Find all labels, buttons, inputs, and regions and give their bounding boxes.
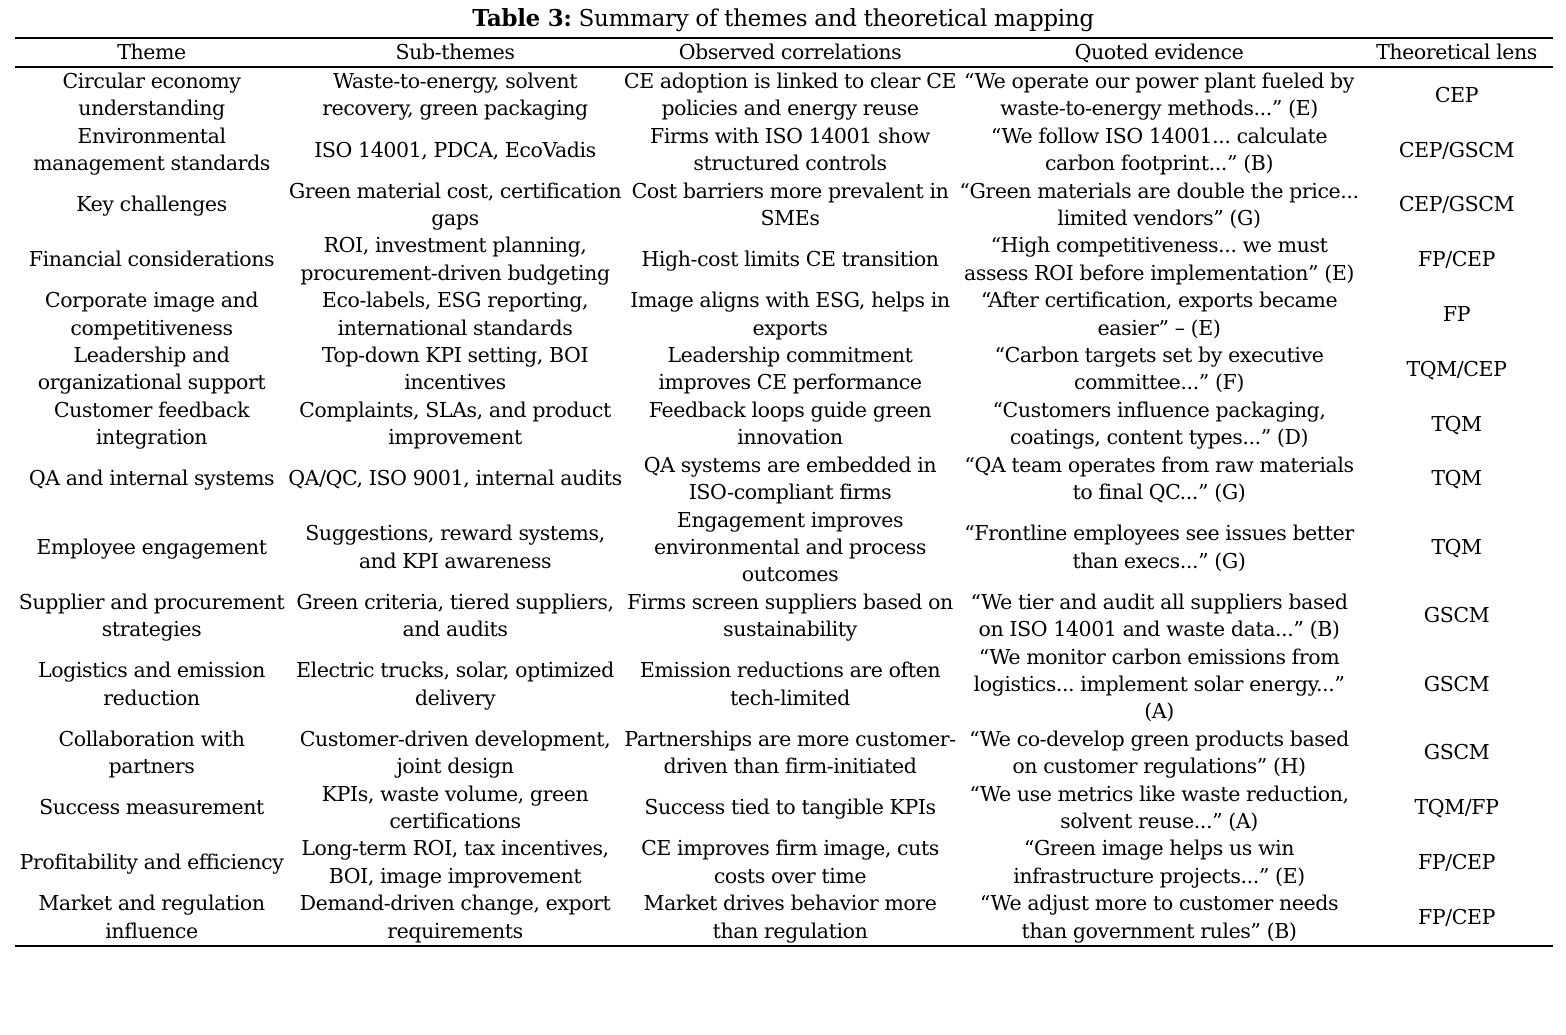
cell-theoretical-lens: TQM [1431,411,1482,436]
table-row [15,890,1553,946]
cell-theoretical-lens: CEP [1434,82,1479,107]
cell-theoretical-lens: FP/CEP [1418,850,1495,875]
cell-observed-correlations: Market drives behavior more than regulation [643,891,937,943]
table-row [15,835,1553,890]
cell-theoretical-lens: TQM [1431,466,1482,491]
cell-theoretical-lens: GSCM [1423,740,1490,765]
cell-observed-correlations: Firms with ISO 14001 show structured controls [650,123,930,176]
cell-sub-themes: Green material cost, certification gaps [288,178,622,231]
cell-theoretical-lens: TQM/FP [1414,795,1499,820]
cell-observed-correlations: Leadership commitment improves CE performance [658,343,922,395]
cell-sub-themes: Long-term ROI, tax incentives, BOI, image improvement [301,836,609,888]
cell-sub-themes: ROI, investment planning, procurement-driven budgeting [300,233,610,285]
cell-observed-correlations: QA systems are embedded in ISO-compliant firms [643,452,937,505]
cell-theme: Leadership and organizational support [37,343,266,395]
table-row [15,781,1553,836]
cell-quoted-evidence: “We follow ISO 14001... calculate carbon footprint...” (B) [990,123,1328,176]
table-row [15,232,1553,287]
cell-quoted-evidence: “We tier and audit all suppliers based on ISO 14001 and waste data...” (B) [970,589,1348,642]
cell-theme: Circular economy understanding [62,69,241,121]
table-row [15,589,1553,644]
table-caption [0,4,1566,34]
cell-observed-correlations: Emission reductions are often tech-limited [639,658,941,710]
header-theme: Theme [117,40,186,64]
cell-sub-themes: Suggestions, reward systems, and KPI awareness [305,521,605,573]
cell-sub-themes: Electric trucks, solar, optimized delivery [296,658,614,710]
cell-sub-themes: QA/QC, ISO 9001, internal audits [288,466,622,491]
header-observed-correlations: Observed correlations [678,40,902,64]
table-row [15,287,1553,342]
cell-theoretical-lens: GSCM [1423,671,1490,696]
cell-theme: Customer feedback integration [53,397,250,450]
header-sub-themes: Sub-themes [395,40,515,64]
cell-quoted-evidence: “After certification, exports became easier” – (E) [980,288,1338,340]
cell-quoted-evidence: “We use metrics like waste reduction, solvent reuse...” (A) [969,781,1349,833]
cell-theoretical-lens: FP/CEP [1418,247,1495,272]
cell-theme: Employee engagement [36,534,267,559]
cell-observed-correlations: Engagement improves environmental and process outcomes [653,507,927,587]
table-row [15,452,1553,507]
cell-theme: Supplier and procurement strategies [18,589,285,642]
header-theoretical-lens: Theoretical lens [1376,40,1537,64]
table-row [15,397,1553,452]
cell-sub-themes: ISO 14001, PDCA, EcoVadis [314,137,596,162]
cell-theme: Success measurement [39,795,264,820]
cell-theoretical-lens: GSCM [1423,603,1490,628]
cell-theme: Logistics and emission reduction [37,658,265,710]
cell-quoted-evidence: “We monitor carbon emissions from logistics... implement solar energy...” (A) [973,644,1345,724]
cell-quoted-evidence: “We adjust more to customer needs than government rules” (B) [979,891,1339,943]
cell-quoted-evidence: “We operate our power plant fueled by waste-to-energy methods...” (E) [964,69,1354,121]
caption-text: Summary of themes and theoretical mapping [571,6,1094,32]
cell-quoted-evidence: “We co-develop green products based on customer regulations” (H) [969,726,1349,779]
cell-theme: Market and regulation influence [38,891,265,943]
cell-theoretical-lens: CEP/GSCM [1398,137,1515,162]
cell-observed-correlations: CE adoption is linked to clear CE policies and energy reuse [623,69,957,121]
cell-observed-correlations: Cost barriers more prevalent in SMEs [631,178,949,231]
cell-theme: Profitability and efficiency [19,850,284,875]
cell-theme: QA and internal systems [28,466,275,491]
table-row [15,342,1553,397]
cell-sub-themes: Complaints, SLAs, and product improvement [299,397,611,450]
header-row [15,38,1553,67]
cell-theoretical-lens: CEP/GSCM [1398,192,1515,217]
caption-label: Table 3: [472,5,572,32]
cell-observed-correlations: Partnerships are more customer-driven than firm-initiated [624,726,956,779]
cell-theoretical-lens: FP [1442,301,1471,326]
header-quoted-evidence: Quoted evidence [1074,40,1244,64]
cell-theme: Financial considerations [28,247,275,272]
cell-observed-correlations: Image aligns with ESG, helps in exports [630,288,950,340]
cell-theoretical-lens: FP/CEP [1418,904,1495,929]
cell-theoretical-lens: TQM/CEP [1406,356,1507,381]
cell-sub-themes: Waste-to-energy, solvent recovery, green packaging [322,69,588,121]
cell-quoted-evidence: “Customers influence packaging, coatings, content types...” (D) [992,397,1326,450]
cell-quoted-evidence: “Green image helps us win infrastructure projects...” (E) [1013,836,1305,888]
cell-sub-themes: Eco-labels, ESG reporting, international standards [321,288,589,340]
cell-sub-themes: Customer-driven development, joint design [299,726,611,779]
table-row [15,507,1553,589]
cell-observed-correlations: Feedback loops guide green innovation [648,397,932,450]
cell-observed-correlations: Success tied to tangible KPIs [644,795,936,820]
cell-theme: Corporate image and competitiveness [44,288,259,340]
cell-quoted-evidence: “QA team operates from raw materials to final QC...” (G) [964,452,1354,505]
table-row [15,67,1553,123]
cell-quoted-evidence: “Frontline employees see issues better than execs...” (G) [964,521,1354,573]
cell-sub-themes: Top-down KPI setting, BOI incentives [321,343,589,395]
themes-table [15,37,1553,947]
cell-theme: Collaboration with partners [58,726,245,779]
cell-quoted-evidence: “Green materials are double the price... limited vendors” (G) [959,178,1359,231]
cell-theme: Key challenges [76,192,227,217]
table-body [15,67,1553,946]
cell-quoted-evidence: “Carbon targets set by executive committee...” (F) [994,343,1324,395]
table-row [15,644,1553,726]
cell-sub-themes: Demand-driven change, export requirements [299,891,611,943]
table-row [15,178,1553,233]
table-row [15,123,1553,178]
cell-theme: Environmental management standards [33,123,270,176]
cell-quoted-evidence: “High competitiveness... we must assess ROI before implementation” (E) [964,233,1354,285]
cell-sub-themes: Green criteria, tiered suppliers, and audits [296,589,614,642]
cell-sub-themes: KPIs, waste volume, green certifications [321,781,589,833]
cell-observed-correlations: CE improves firm image, cuts costs over time [641,836,939,888]
table-row [15,726,1553,781]
cell-observed-correlations: High-cost limits CE transition [641,247,939,272]
cell-observed-correlations: Firms screen suppliers based on sustainability [627,589,953,642]
cell-theoretical-lens: TQM [1431,534,1482,559]
